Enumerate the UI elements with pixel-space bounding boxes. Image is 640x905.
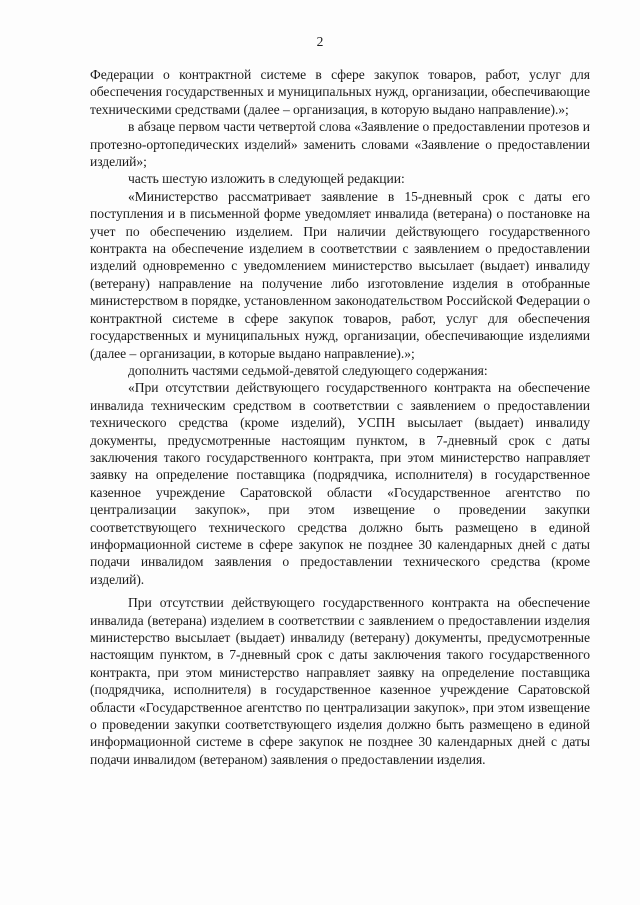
paragraph-amendment-part-four: в абзаце первом части четвертой слова «Заявление о предоставлении протезов и протезно-ортопедических изделий» заменить словами «Заявление о предоставлении изделий»; xyxy=(90,119,590,170)
page-number: 2 xyxy=(316,34,324,49)
paragraph-part-six-text: «Министерство рассматривает заявление в 15-дневный срок с даты его поступления и в письменной форме уведомляет инвалида (ветерана) о постановке на учет по обеспечению изделием. При наличии действующего государственного контракта на обеспечение изделием в соответствии с заявлением о предоставлении изделий одновременно с уведомлением министерство высылает (выдает) инвалиду (ветерану) направление на получение либо изготовление изделия в отобранные министерством в порядке, установленном законодательством Российской Федерации о контрактной системе в сфере закупок товаров, работ, услуг для обеспечения государственных и муниципальных нужд, организации, обеспечивающие изделиями (далее – организации, в которые выдано направление).»; xyxy=(90,188,590,361)
paragraph-part-seven: «При отсутствии действующего государственного контракта на обеспечение инвалида техническим средством в соответствии с заявлением о предоставлении технического средства (кроме изделий), УСПН высылает (выдает) инвалиду документы, предусмотренные настоящим пунктом, в 7-дневный срок с даты заключения такого государственного контракта, при этом министерство направляет заявку на определение поставщика (подрядчика, исполнителя) в государственное казенное учреждение Саратовской области «Государственное агентство по централизации закупок», при этом извещение о проведении закупки соответствующего технического средства должно быть размещено в единой информационной системе в сфере закупок не позднее 30 календарных дней с даты подачи инвалидом заявления о предоставлении технического средства (кроме изделий). xyxy=(90,380,590,587)
document-body xyxy=(90,66,590,768)
paragraph-part-eight: При отсутствии действующего государственного контракта на обеспечение инвалида (ветерана) изделием в соответствии с заявлением о предоставлении изделия министерство высылает (выдает) инвалиду (ветерану) документы, предусмотренные настоящим пунктом, в 7-дневный срок с даты заключения такого государственного контракта, при этом министерство направляет заявку на определение поставщика (подрядчика, исполнителя) в государственное казенное учреждение Саратовской области «Государственное агентство по централизации закупок», при этом извещение о проведении закупки соответствующего изделия должно быть размещено в единой информационной системе в сфере закупок не позднее 30 календарных дней с даты подачи инвалидом (ветераном) заявления о предоставлении изделия. xyxy=(90,595,590,767)
paragraph-parts-seven-nine-intro: дополнить частями седьмой-девятой следующего содержания: xyxy=(128,362,488,378)
paragraph-continuation: Федерации о контрактной системе в сфере закупок товаров, работ, услуг для обеспечения государственных и муниципальных нужд, организации, обеспечивающие техническими средствами (далее – организация, в которую выдано направление).»; xyxy=(90,67,590,117)
paragraph-part-six-intro: часть шестую изложить в следующей редакции: xyxy=(128,171,405,187)
